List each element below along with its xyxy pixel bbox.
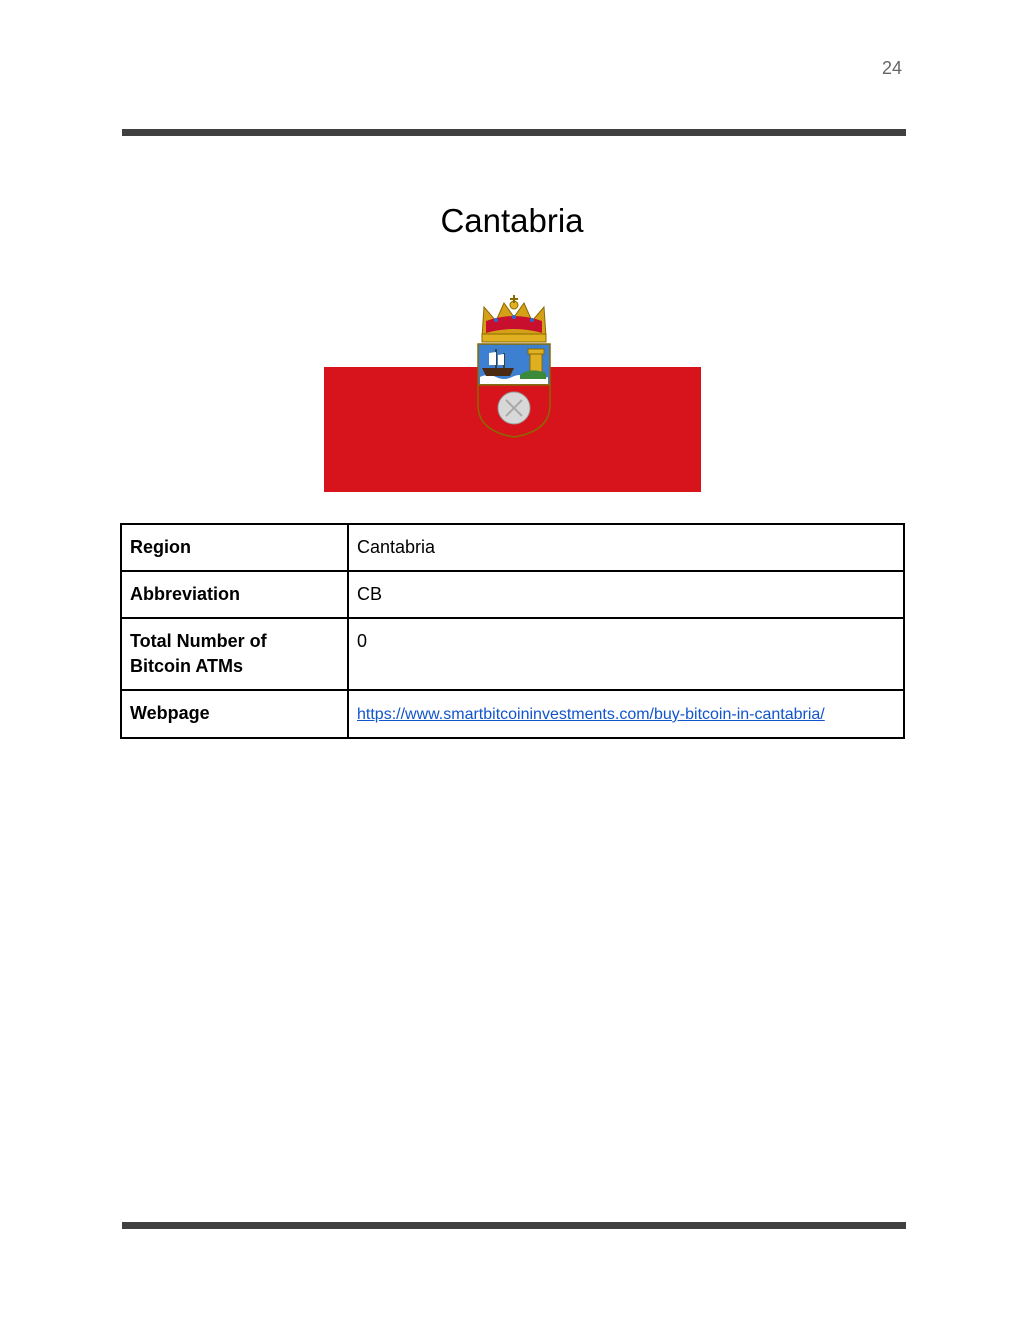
bottom-divider: [122, 1222, 906, 1229]
table-row: [121, 690, 904, 738]
row-value-abbreviation: CB: [348, 571, 904, 618]
row-label-webpage: Webpage: [121, 690, 348, 738]
table-row: [121, 524, 904, 571]
row-value-webpage: [348, 690, 904, 738]
row-label-atm-count: [121, 618, 348, 690]
row-value-atm-count: 0: [348, 618, 904, 690]
row-value-region: Cantabria: [348, 524, 904, 571]
row-label-abbreviation: Abbreviation: [121, 571, 348, 618]
table-row: [121, 618, 904, 690]
region-info-table: [120, 523, 905, 739]
page-number: 24: [881, 58, 902, 78]
atm-count-label: Total Number of Bitcoin ATMs: [130, 631, 267, 676]
table-row: [121, 571, 904, 618]
page-title: Cantabria: [440, 202, 584, 240]
row-label-region: Region: [121, 524, 348, 571]
coat-of-arms-icon: [478, 295, 550, 437]
top-divider: [122, 129, 906, 136]
webpage-link[interactable]: https://www.smartbitcoininvestments.com/buy-bitcoin-in-cantabria/: [357, 706, 825, 723]
cantabria-flag: [324, 241, 701, 492]
